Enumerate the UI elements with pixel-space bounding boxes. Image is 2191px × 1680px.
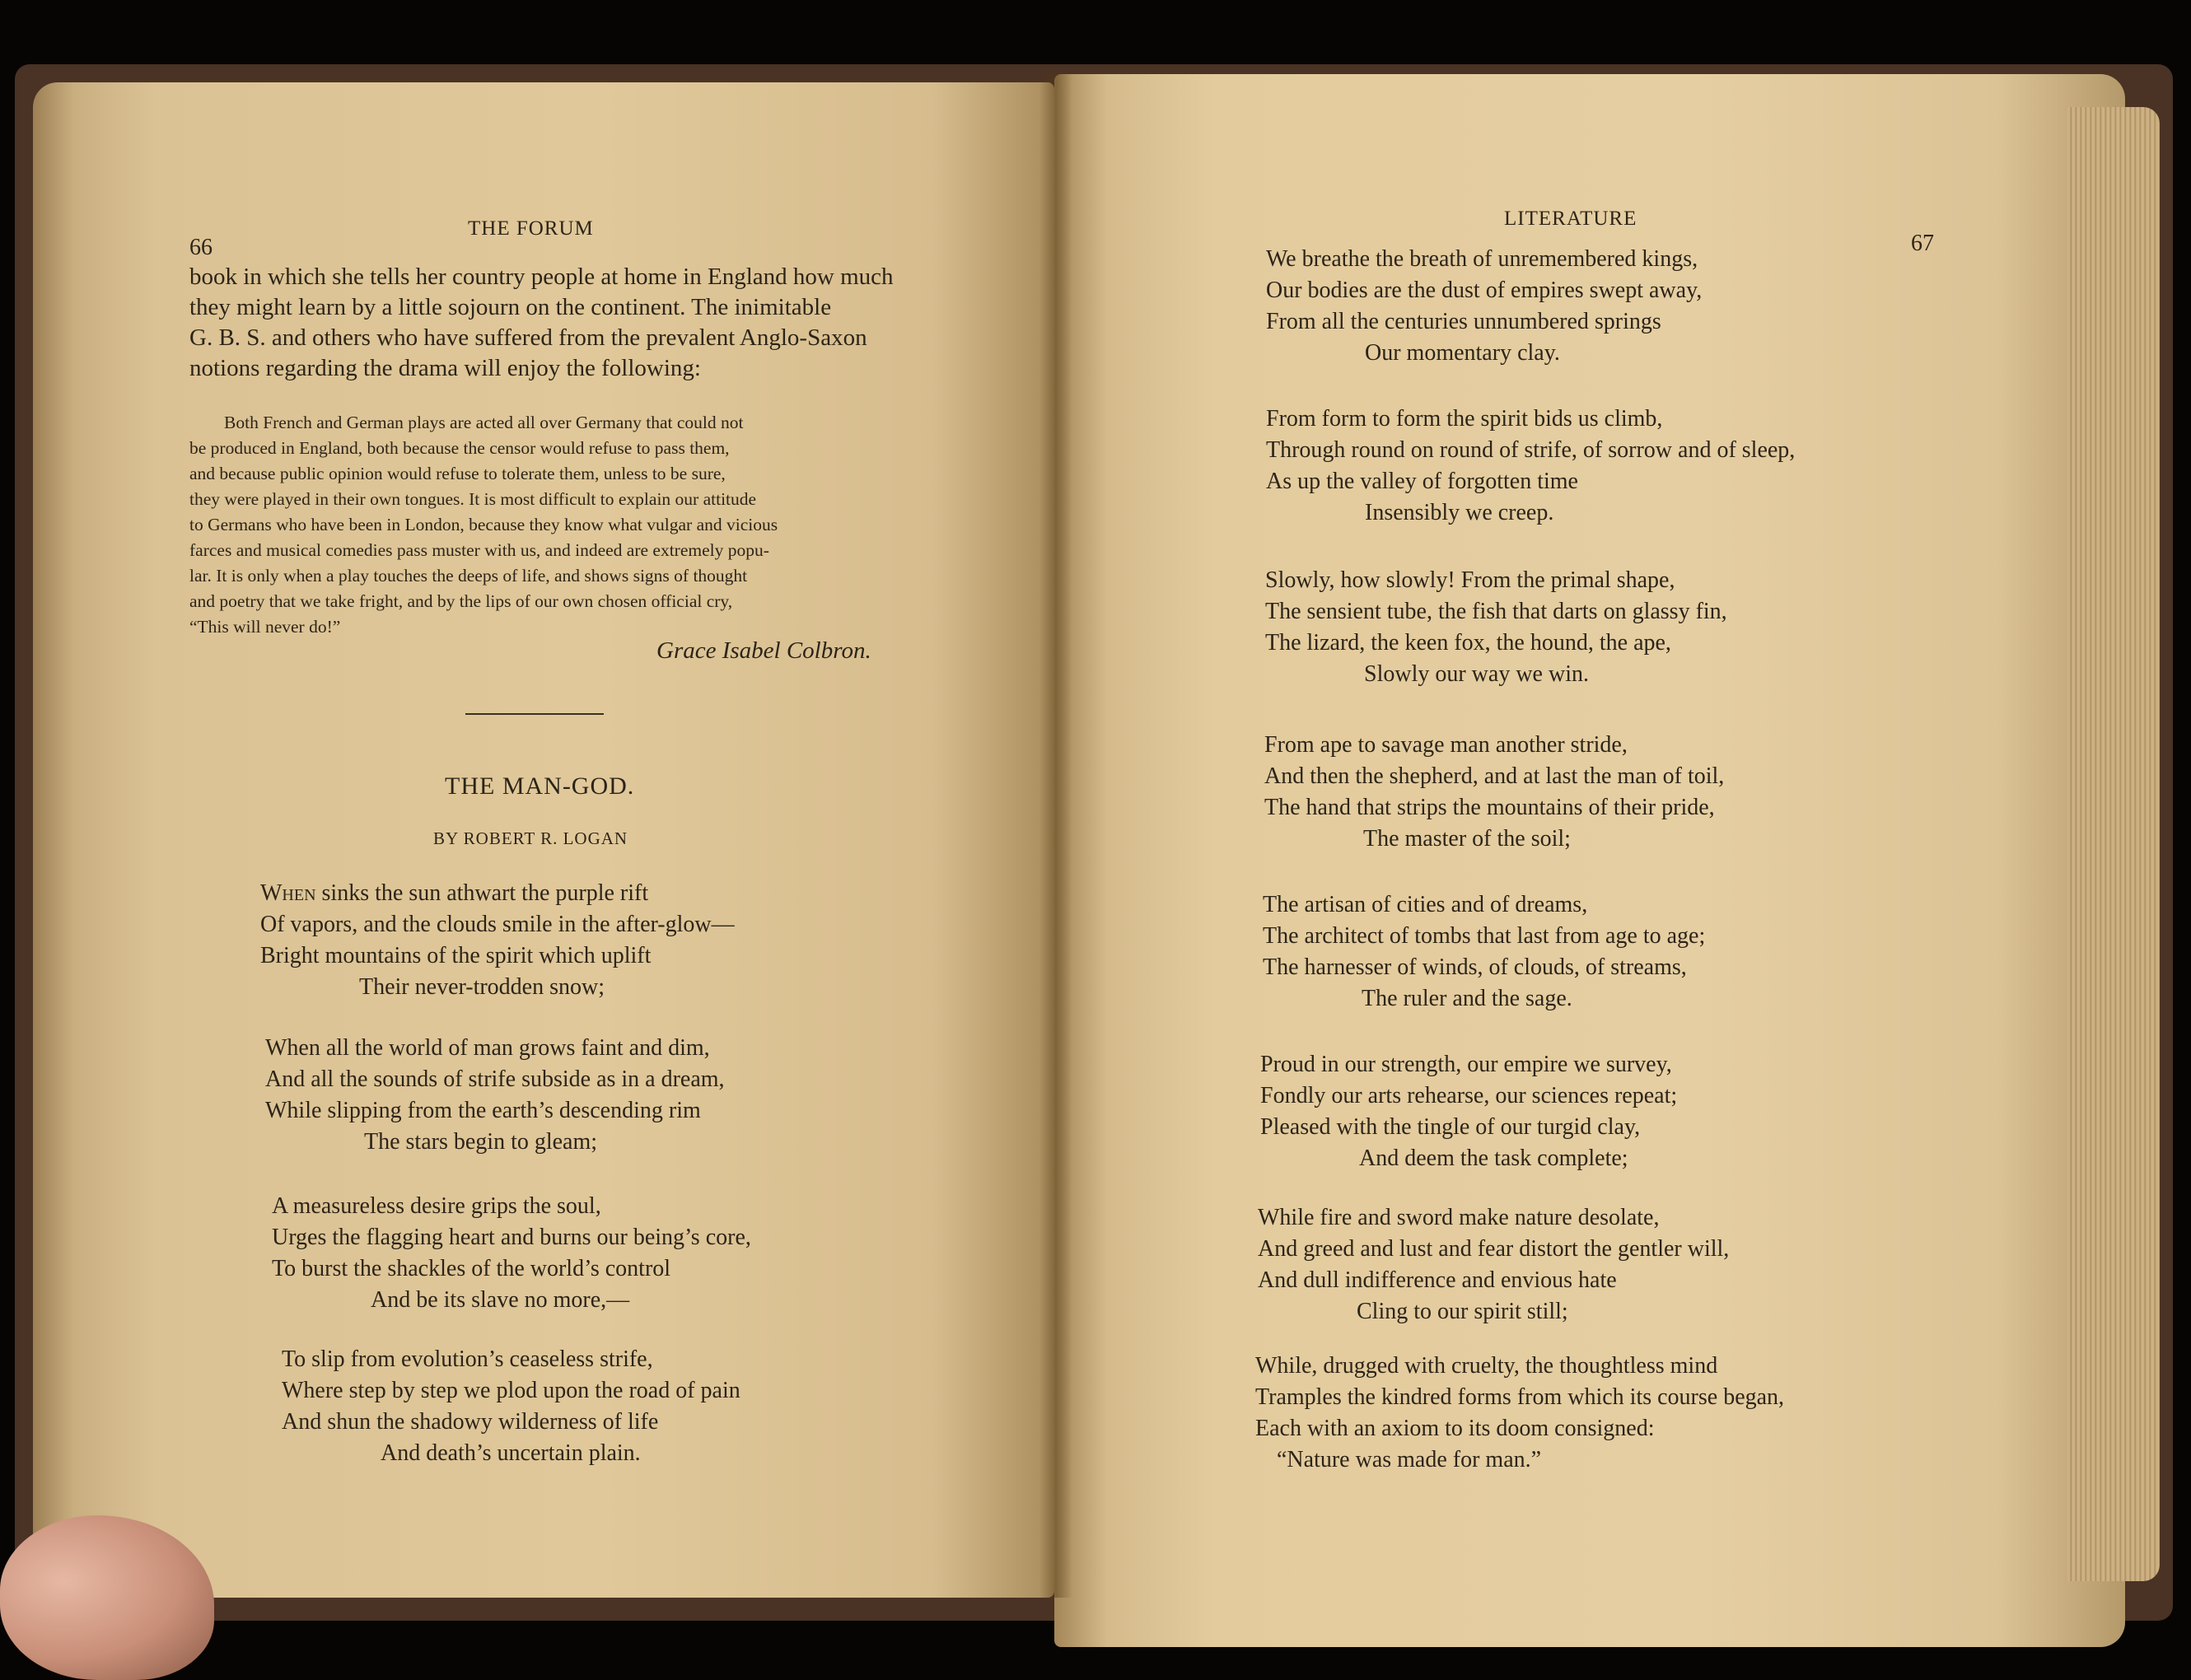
verse-line: Insensibly we creep.	[1365, 500, 1554, 525]
left-stanza	[265, 1033, 725, 1158]
quote-line: farces and musical comedies pass muster with us, and indeed are extremely popu-	[189, 540, 769, 560]
quote-line: they were played in their own tongues. It is most difficult to explain our attitude	[189, 489, 757, 509]
verse-line: Their never-trodden snow;	[359, 974, 605, 1000]
quote-line: and because public opinion would refuse to tolerate them, unless to be sure,	[189, 464, 726, 483]
page-edges	[2067, 107, 2160, 1581]
verse-line: And then the shepherd, and at last the man of toil,	[1264, 763, 1725, 789]
book-gutter	[1039, 74, 1072, 1598]
verse-line: While fire and sword make nature desolate,	[1258, 1205, 1660, 1230]
intro-line: they might learn by a little sojourn on the continent. The inimitable	[189, 294, 832, 320]
left-stanza	[260, 878, 735, 1003]
verse-line: When all the world of man grows faint and dim,	[265, 1035, 710, 1061]
verse-line: A measureless desire grips the soul,	[272, 1193, 601, 1219]
intro-line: book in which she tells her country people at home in England how much	[189, 264, 894, 290]
verse-line: The ruler and the sage.	[1362, 986, 1572, 1011]
quote-line: and poetry that we take fright, and by the lips of our own chosen official cry,	[189, 591, 733, 611]
quote-line: Both French and German plays are acted all over Germany that could not	[224, 413, 744, 432]
poem-byline: BY ROBERT R. LOGAN	[433, 828, 628, 848]
verse-line: The hand that strips the mountains of their pride,	[1264, 795, 1715, 820]
verse-line: The artisan of cities and of dreams,	[1263, 892, 1588, 917]
verse-line: And dull indifference and envious hate	[1258, 1267, 1617, 1293]
right-stanza	[1258, 1202, 1729, 1328]
verse-line: Fondly our arts rehearse, our sciences repeat;	[1260, 1083, 1678, 1108]
intro-line: notions regarding the drama will enjoy the following:	[189, 355, 701, 381]
verse-line: Bright mountains of the spirit which uplift	[260, 943, 652, 968]
intro-paragraph	[189, 262, 894, 384]
quote-signature: Grace Isabel Colbron.	[656, 637, 871, 664]
right-page-number: 67	[1911, 231, 1934, 256]
verse-line: While, drugged with cruelty, the thoughtless mind	[1255, 1353, 1718, 1379]
verse-line: Through round on round of strife, of sorrow and of sleep,	[1266, 437, 1796, 463]
verse-line: Urges the flagging heart and burns our being’s core,	[272, 1225, 751, 1250]
quote-line: lar. It is only when a play touches the deeps of life, and shows signs of thought	[189, 566, 748, 586]
verse-line: From form to form the spirit bids us climb,	[1266, 406, 1663, 432]
verse-line: The architect of tombs that last from age to age;	[1263, 923, 1706, 949]
verse-line: And deem the task complete;	[1359, 1146, 1628, 1171]
verse-line: Slowly our way we win.	[1364, 661, 1589, 687]
verse-line: Proud in our strength, our empire we survey,	[1260, 1052, 1672, 1077]
verse-line: Slowly, how slowly! From the primal shape,	[1265, 567, 1675, 593]
verse-line: And shun the shadowy wilderness of life	[282, 1409, 659, 1435]
quote-line: to Germans who have been in London, because they know what vulgar and vicious	[189, 515, 778, 534]
verse-line: Our momentary clay.	[1365, 340, 1560, 366]
section-divider	[465, 713, 604, 715]
verse-line: The lizard, the keen fox, the hound, the ape,	[1265, 630, 1671, 656]
verse-line: And all the sounds of strife subside as in a dream,	[265, 1066, 725, 1092]
verse-line: We breathe the breath of unremembered kings,	[1266, 246, 1698, 272]
verse-line: As up the valley of forgotten time	[1266, 469, 1578, 494]
verse-line: The sensient tube, the fish that darts on glassy fin,	[1265, 599, 1727, 624]
verse-line: Where step by step we plod upon the road of pain	[282, 1378, 740, 1403]
left-page-number: 66	[189, 235, 213, 260]
right-stanza	[1263, 889, 1705, 1015]
verse-line: The master of the soil;	[1363, 826, 1571, 852]
left-stanza	[272, 1191, 751, 1316]
verse-line: Our bodies are the dust of empires swept away,	[1266, 278, 1703, 303]
verse-line: And death’s uncertain plain.	[381, 1440, 641, 1466]
verse-line: From all the centuries unnumbered springs	[1266, 309, 1661, 334]
verse-line: To burst the shackles of the world’s control	[272, 1256, 671, 1281]
verse-line: While slipping from the earth’s descending rim	[265, 1098, 701, 1123]
poem-title: THE MAN-GOD.	[445, 772, 635, 800]
right-stanza	[1260, 1049, 1677, 1174]
right-running-head: LITERATURE	[1504, 208, 1637, 230]
left-running-head: THE FORUM	[468, 217, 594, 240]
intro-line: G. B. S. and others who have suffered from the prevalent Anglo-Saxon	[189, 324, 867, 351]
verse-line: sinks the sun athwart the purple rift	[315, 880, 649, 906]
right-stanza	[1266, 404, 1795, 529]
verse-line: Pleased with the tingle of our turgid clay,	[1260, 1114, 1641, 1140]
verse-line: And greed and lust and fear distort the gentler will,	[1258, 1236, 1730, 1262]
verse-line: Each with an axiom to its doom consigned:	[1255, 1416, 1655, 1441]
verse-line: Of vapors, and the clouds smile in the after-glow—	[260, 912, 735, 937]
verse-line: Cling to our spirit still;	[1357, 1299, 1568, 1324]
verse-line: “Nature was made for man.”	[1277, 1447, 1542, 1472]
right-stanza	[1264, 730, 1724, 855]
verse-line: To slip from evolution’s ceaseless strife,	[282, 1346, 653, 1372]
verse-line: Tramples the kindred forms from which its course began,	[1255, 1384, 1785, 1410]
right-stanza	[1265, 565, 1727, 690]
left-stanza	[282, 1344, 740, 1469]
verse-line: From ape to savage man another stride,	[1264, 732, 1628, 758]
verse-line: And be its slave no more,—	[371, 1287, 630, 1313]
verse-line: The stars begin to gleam;	[364, 1129, 598, 1155]
right-stanza	[1255, 1351, 1784, 1476]
quote-line: be produced in England, both because the censor would refuse to pass them,	[189, 438, 730, 458]
drop-word: When	[260, 880, 316, 906]
block-quote	[189, 410, 778, 640]
right-stanza	[1266, 244, 1702, 369]
verse-line: The harnesser of winds, of clouds, of streams,	[1263, 954, 1687, 980]
quote-line: “This will never do!”	[189, 617, 341, 637]
